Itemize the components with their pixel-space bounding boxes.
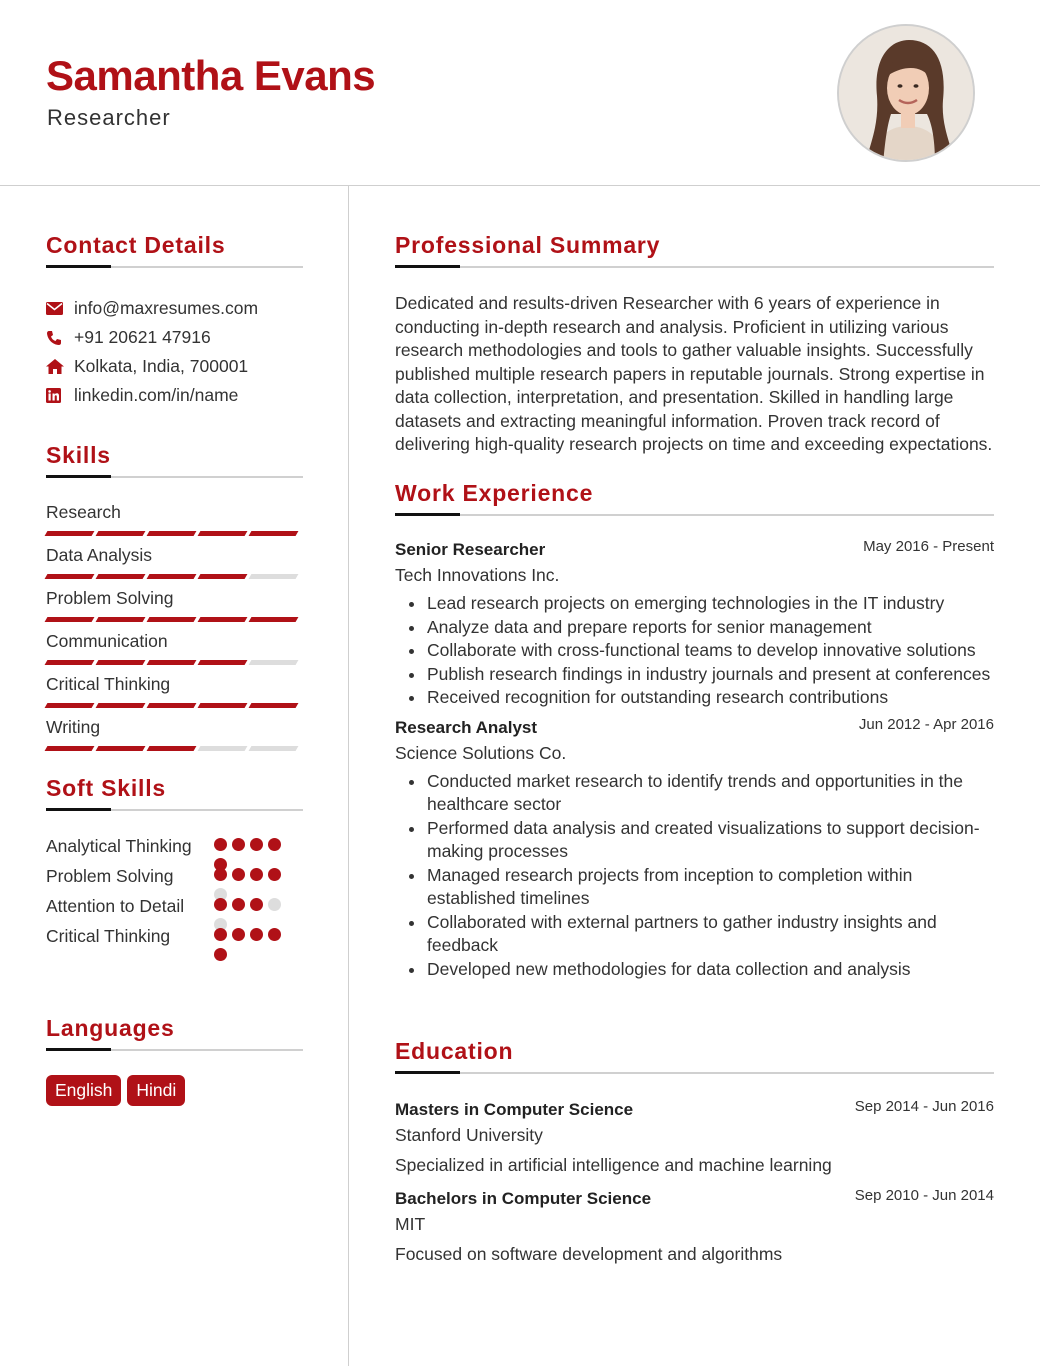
list-item: Collaborate with cross-functional teams to develop innovative solutions <box>395 639 994 663</box>
language-list <box>46 1075 303 1106</box>
linkedin-icon <box>46 388 74 403</box>
skill-name: Writing <box>46 717 101 737</box>
skill-level-segment <box>45 617 95 622</box>
summary-title: Professional Summary <box>395 232 661 258</box>
education-date: Sep 2014 - Jun 2016 <box>854 1098 994 1115</box>
skill-level-segment <box>198 617 248 622</box>
skill-level-segment <box>198 531 248 536</box>
rating-dot <box>214 928 227 941</box>
skill-level-segment <box>147 574 197 579</box>
contact-section <box>46 232 303 410</box>
language-badge: English <box>46 1075 121 1106</box>
soft-skill-rating <box>214 928 288 961</box>
list-item: Lead research projects on emerging technologies in the IT industry <box>395 592 994 616</box>
rating-dot <box>214 868 227 881</box>
education-title: Education <box>395 1038 514 1064</box>
contact-email[interactable] <box>46 294 303 323</box>
skills-section <box>46 442 303 751</box>
rating-dot <box>232 868 245 881</box>
soft-skill-item <box>46 925 303 948</box>
skill-level-segment <box>45 746 95 751</box>
languages-section <box>46 1015 303 1106</box>
section-rule <box>395 266 994 268</box>
job-entry <box>395 540 994 710</box>
skills-list <box>46 501 303 751</box>
column-divider <box>348 186 349 1366</box>
list-item: Collaborated with external partners to gather industry insights and feedback <box>395 911 994 958</box>
school-name: MIT <box>395 1213 426 1234</box>
skill-name: Critical Thinking <box>46 674 171 694</box>
job-date: May 2016 - Present <box>863 538 994 555</box>
contact-phone[interactable] <box>46 323 303 352</box>
skill-level-segment <box>198 574 248 579</box>
contact-linkedin[interactable] <box>46 381 303 410</box>
list-item: Developed new methodologies for data collection and analysis <box>395 958 994 982</box>
skill-level-segment <box>198 660 248 665</box>
skill-level-bar <box>46 703 303 708</box>
skill-level-segment <box>96 703 146 708</box>
skill-level-bar <box>46 617 303 622</box>
skills-title: Skills <box>46 442 111 468</box>
section-rule <box>395 514 994 516</box>
list-item: Analyze data and prepare reports for senior management <box>395 616 994 640</box>
education-description: Specialized in artificial intelligence and machine learning <box>395 1155 832 1175</box>
skill-name: Problem Solving <box>46 588 174 608</box>
list-item: Conducted market research to identify trends and opportunities in the healthcare sector <box>395 770 994 817</box>
rating-dot <box>268 898 281 911</box>
contact-address-text: Kolkata, India, 700001 <box>74 356 249 376</box>
summary-text: Dedicated and results-driven Researcher with 6 years of experience in conducting in-depth research and analysis. Proficient in utilizing various research methodologies and tools to gather valuable insights. Successfully published multiple research papers in reputable journals. Strong expertise in data collection, interpretation, and presentation. Skilled in handling large datasets and extracting meaningful information. Proven track record of delivering high-quality research projects on time and exceeding expectations. <box>395 293 993 454</box>
section-rule <box>46 1049 303 1051</box>
summary-section <box>395 232 994 457</box>
soft-skill-item <box>46 865 303 888</box>
section-rule <box>395 1072 994 1074</box>
phone-icon <box>46 330 74 346</box>
contact-title: Contact Details <box>46 232 226 258</box>
skill-level-segment <box>96 531 146 536</box>
skill-level-segment <box>45 531 95 536</box>
contact-email-text: info@maxresumes.com <box>74 298 259 318</box>
rating-dot <box>214 838 227 851</box>
skill-item <box>46 673 303 708</box>
job-date: Jun 2012 - Apr 2016 <box>858 715 994 733</box>
job-company: Tech Innovations Inc. <box>395 565 560 585</box>
job-title: Senior Researcher <box>395 540 546 559</box>
soft-skills-title: Soft Skills <box>46 775 166 801</box>
skill-name: Communication <box>46 631 168 651</box>
skill-level-segment <box>147 746 197 751</box>
rating-dot <box>214 948 227 961</box>
contact-linkedin-text: linkedin.com/in/name <box>74 385 239 405</box>
skill-item <box>46 587 303 622</box>
home-icon <box>46 359 74 374</box>
section-rule <box>46 266 303 268</box>
skill-level-segment <box>147 703 197 708</box>
education-section <box>395 1038 994 1266</box>
rating-dot <box>232 928 245 941</box>
rating-dot <box>232 838 245 851</box>
job-title: Research Analyst <box>395 717 538 737</box>
rating-dot <box>250 928 263 941</box>
skill-item <box>46 716 303 751</box>
skill-level-segment <box>96 746 146 751</box>
section-rule <box>46 476 303 478</box>
skill-level-segment <box>96 660 146 665</box>
rating-dot <box>214 898 227 911</box>
profile-photo <box>837 24 975 162</box>
skill-level-bar <box>46 746 303 751</box>
experience-title: Work Experience <box>395 480 594 506</box>
candidate-role: Researcher <box>47 105 171 130</box>
skill-level-bar <box>46 531 303 536</box>
job-entry <box>395 715 994 982</box>
job-bullets <box>395 592 994 710</box>
rating-dot <box>268 838 281 851</box>
rating-dot <box>268 868 281 881</box>
skill-level-segment <box>147 660 197 665</box>
skill-level-segment <box>96 617 146 622</box>
skill-level-segment <box>198 746 248 751</box>
contact-address <box>46 352 303 381</box>
soft-skills-section <box>46 775 303 955</box>
skill-name: Research <box>46 502 121 522</box>
skill-level-segment <box>147 617 197 622</box>
skill-level-segment <box>249 660 299 665</box>
skill-level-segment <box>249 574 299 579</box>
education-description: Focused on software development and algorithms <box>395 1243 783 1264</box>
languages-title: Languages <box>46 1015 175 1041</box>
soft-skill-name: Critical Thinking <box>46 926 171 946</box>
rating-dot <box>250 868 263 881</box>
candidate-name: Samantha Evans <box>46 52 376 99</box>
skill-level-segment <box>198 703 248 708</box>
soft-skills-list <box>46 835 303 948</box>
skill-level-segment <box>45 660 95 665</box>
rating-dot <box>250 898 263 911</box>
skill-level-segment <box>45 703 95 708</box>
skill-name: Data Analysis <box>46 545 153 565</box>
school-name: Stanford University <box>395 1125 543 1145</box>
skill-level-segment <box>249 617 299 622</box>
skill-level-segment <box>249 703 299 708</box>
contact-phone-text: +91 20621 47916 <box>74 327 211 347</box>
list-item: Managed research projects from inception to completion within established timelines <box>395 864 994 911</box>
skill-item <box>46 630 303 665</box>
rating-dot <box>250 838 263 851</box>
soft-skill-name: Problem Solving <box>46 866 174 886</box>
section-rule <box>46 809 303 811</box>
skill-level-segment <box>96 574 146 579</box>
list-item: Publish research findings in industry journals and present at conferences <box>395 663 994 687</box>
skill-level-segment <box>249 746 299 751</box>
soft-skill-name: Analytical Thinking <box>46 836 192 856</box>
skill-level-bar <box>46 574 303 579</box>
skill-level-segment <box>249 531 299 536</box>
language-badge: Hindi <box>127 1075 185 1106</box>
soft-skill-item <box>46 895 303 918</box>
skill-item <box>46 501 303 536</box>
envelope-icon <box>46 302 74 315</box>
soft-skill-item <box>46 835 303 858</box>
resume-header <box>0 0 1040 186</box>
skill-level-segment <box>45 574 95 579</box>
experience-section <box>395 480 994 981</box>
job-company: Science Solutions Co. <box>395 742 567 763</box>
education-entry <box>395 1186 994 1267</box>
degree-title: Bachelors in Computer Science <box>395 1188 652 1208</box>
soft-skill-name: Attention to Detail <box>46 896 185 916</box>
skill-level-segment <box>147 531 197 536</box>
education-entry <box>395 1100 994 1178</box>
degree-title: Masters in Computer Science <box>395 1100 634 1119</box>
education-date: Sep 2010 - Jun 2014 <box>854 1186 994 1204</box>
job-bullets <box>395 770 994 982</box>
rating-dot <box>232 898 245 911</box>
rating-dot <box>268 928 281 941</box>
skill-item <box>46 544 303 579</box>
list-item: Received recognition for outstanding research contributions <box>395 686 994 710</box>
list-item: Performed data analysis and created visualizations to support decision-making processes <box>395 817 994 864</box>
skill-level-bar <box>46 660 303 665</box>
